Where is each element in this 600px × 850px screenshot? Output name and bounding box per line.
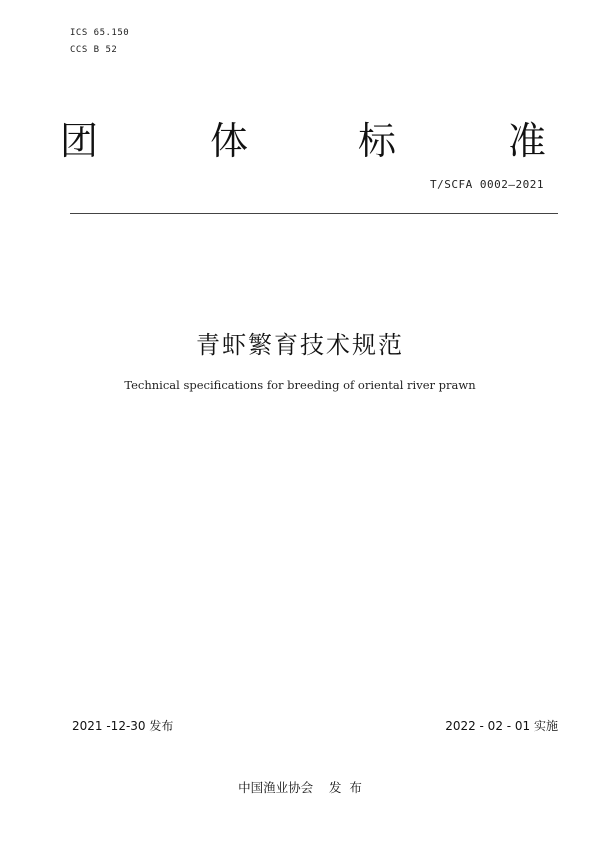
divider [70, 213, 558, 214]
ics-code: ICS 65.150 [70, 28, 130, 38]
implementation-date: 2022 - 02 - 01 实施 [445, 719, 558, 733]
ccs-code: CCS B 52 [70, 45, 118, 55]
title-char: 标 [358, 119, 397, 163]
document-title-en: Technical specifications for breeding of oriental river prawn [124, 378, 476, 392]
standard-number: T/SCFA 0002—2021 [430, 178, 544, 191]
title-char: 体 [210, 119, 249, 163]
standard-type-title [60, 110, 550, 163]
title-char: 准 [508, 119, 547, 163]
issue-date: 2021 -12-30 发布 [72, 719, 174, 733]
title-char: 团 [60, 119, 99, 163]
publisher: 中国渔业协会 发 布 [238, 780, 362, 795]
document-title-cn: 青虾繁育技术规范 [196, 331, 404, 359]
